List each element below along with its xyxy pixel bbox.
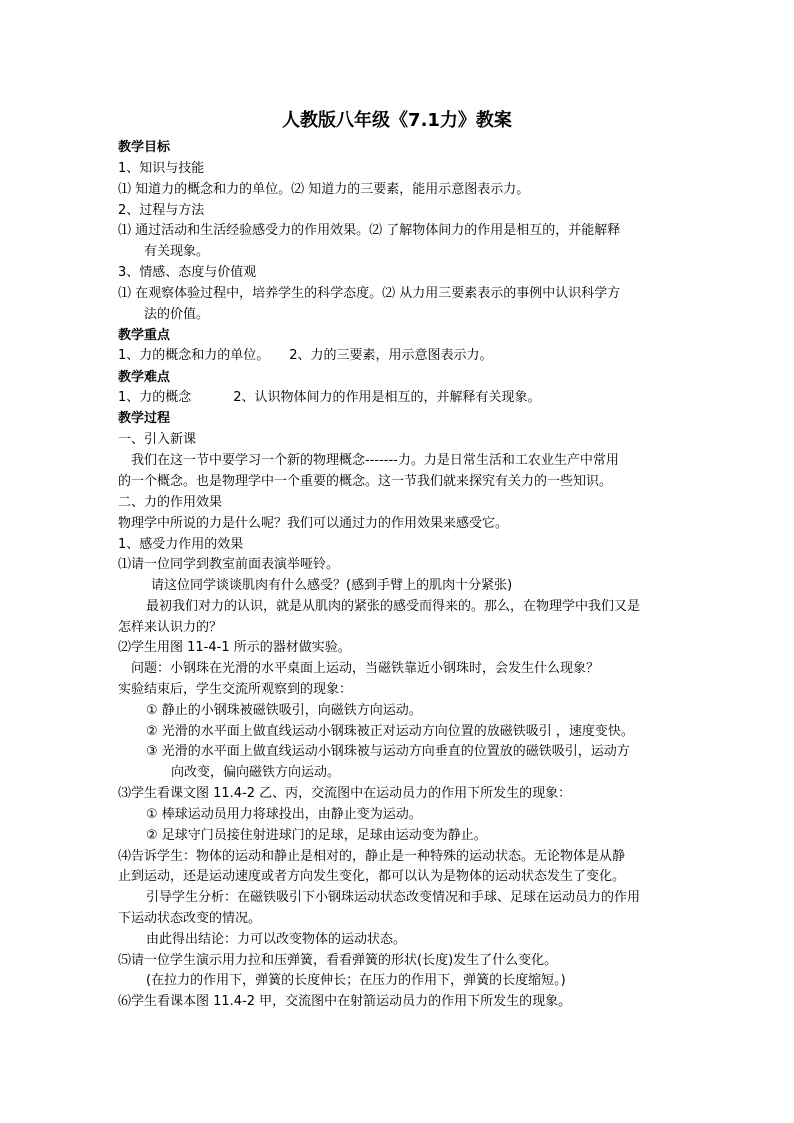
goal1-text: ⑴ 知道力的概念和力的单位。⑵ 知道力的三要素，能用示意图表示力。 bbox=[118, 182, 530, 197]
item4-guide-cont: 下运动状态改变的情况。 bbox=[118, 911, 262, 926]
item2-question: 问题：小钢珠在光滑的水平桌面上运动，当磁铁靠近小钢珠时，会发生什么现象？ bbox=[131, 661, 600, 676]
item4: ⑷告诉学生：物体的运动和静止是相对的，静止是一种特殊的运动状态。无论物体是从静 bbox=[118, 849, 626, 864]
item5-note: (在拉力的作用下，弹簧的长度伸长；在压力的作用下，弹簧的长度缩短。) bbox=[146, 973, 566, 988]
difficult-point-2: 2、认识物体间力的作用是相互的，并解释有关现象。 bbox=[233, 390, 541, 405]
section1-heading: 一、引入新课 bbox=[118, 432, 197, 447]
item1-paragraph-cont: 怎样来认识力的？ bbox=[118, 620, 223, 635]
item4-conclusion: 由此得出结论：力可以改变物体的运动状态。 bbox=[146, 932, 407, 947]
observation-1: ① 静止的小钢珠被磁铁吸引，向磁铁方向运动。 bbox=[146, 703, 422, 718]
observation-5: ② 足球守门员接住射进球门的足球，足球由运动变为静止。 bbox=[146, 828, 487, 843]
section2-intro: 物理学中所说的力是什么呢？我们可以通过力的作用效果来感受它。 bbox=[118, 516, 509, 531]
item6: ⑹学生看课本图 11.4-2 甲，交流图中在射箭运动员力的作用下所发生的现象。 bbox=[118, 994, 572, 1009]
goal2-heading: 2、过程与方法 bbox=[118, 203, 205, 218]
goal3-heading: 3、情感、态度与价值观 bbox=[118, 265, 257, 280]
key-point-1: 1、力的概念和力的单位。 bbox=[118, 348, 270, 363]
goal3-text: ⑴ 在观察体验过程中，培养学生的科学态度。⑵ 从力用三要素表示的事例中认识科学方 bbox=[118, 286, 621, 301]
item2: ⑵学生用图 11-4-1 所示的器材做实验。 bbox=[118, 640, 351, 655]
item3: ⑶学生看课文图 11.4-2 乙、丙，交流图中在运动员力的作用下所发生的现象： bbox=[118, 786, 572, 801]
key-heading: 教学重点 bbox=[118, 328, 171, 343]
item4-guide: 引导学生分析：在磁铁吸引下小钢珠运动状态改变情况和手球、足球在运动员力的作用 bbox=[146, 890, 641, 905]
goal3-text-cont: 法的价值。 bbox=[144, 307, 210, 322]
goal2-text-cont: 有关现象。 bbox=[144, 244, 210, 259]
item1-question: 请这位同学谈谈肌肉有什么感受？(感到手臂上的肌肉十分紧张) bbox=[151, 578, 513, 593]
item1: ⑴请一位同学到教室前面表演举哑铃。 bbox=[118, 557, 340, 572]
section2-heading: 二、力的作用效果 bbox=[118, 495, 223, 510]
section1-paragraph-cont: 的一个概念。也是物理学中一个重要的概念。这一节我们就来探究有关力的一些知识。 bbox=[118, 474, 613, 489]
item4-cont: 止到运动，还是运动速度或者方向发生变化，都可以认为是物体的运动状态发生了变化。 bbox=[118, 869, 626, 884]
section2-sub1: 1、感受力作用的效果 bbox=[118, 537, 244, 552]
item2-after: 实验结束后，学生交流所观察到的现象： bbox=[118, 682, 353, 697]
observation-3: ③ 光滑的水平面上做直线运动小钢珠被与运动方向垂直的位置放的磁铁吸引，运动方 bbox=[146, 744, 630, 759]
process-heading: 教学过程 bbox=[118, 411, 171, 426]
goals-heading: 教学目标 bbox=[118, 140, 171, 155]
key-point-2: 2、力的三要素，用示意图表示力。 bbox=[289, 348, 493, 363]
observation-4: ① 棒球运动员用力将球投出，由静止变为运动。 bbox=[146, 807, 422, 822]
document-title: 人教版八年级《7.1力》教案 bbox=[282, 110, 512, 131]
section1-paragraph: 我们在这一节中要学习一个新的物理概念-------力。力是日常生活和工农业生产中常用 bbox=[131, 453, 619, 468]
observation-3-cont: 向改变，偏向磁铁方向运动。 bbox=[171, 765, 341, 780]
key-points bbox=[118, 346, 493, 366]
item1-paragraph: 最初我们对力的认识，就是从肌肉的紧张的感受而得来的。那么，在物理学中我们又是 bbox=[146, 599, 641, 614]
observation-2: ② 光滑的水平面上做直线运动小钢珠被正对运动方向位置的放磁铁吸引 ，速度变快。 bbox=[146, 724, 634, 739]
goal1-heading: 1、知识与技能 bbox=[118, 161, 205, 176]
difficult-points bbox=[118, 388, 541, 408]
difficult-point-1: 1、力的概念 bbox=[118, 390, 192, 405]
item5: ⑸请一位学生演示用力拉和压弹簧，看看弹簧的形状(长度)发生了什么变化。 bbox=[118, 953, 558, 968]
difficult-heading: 教学难点 bbox=[118, 370, 171, 385]
goal2-text: ⑴ 通过活动和生活经验感受力的作用效果。⑵ 了解物体间力的作用是相互的，并能解释 bbox=[118, 223, 621, 238]
